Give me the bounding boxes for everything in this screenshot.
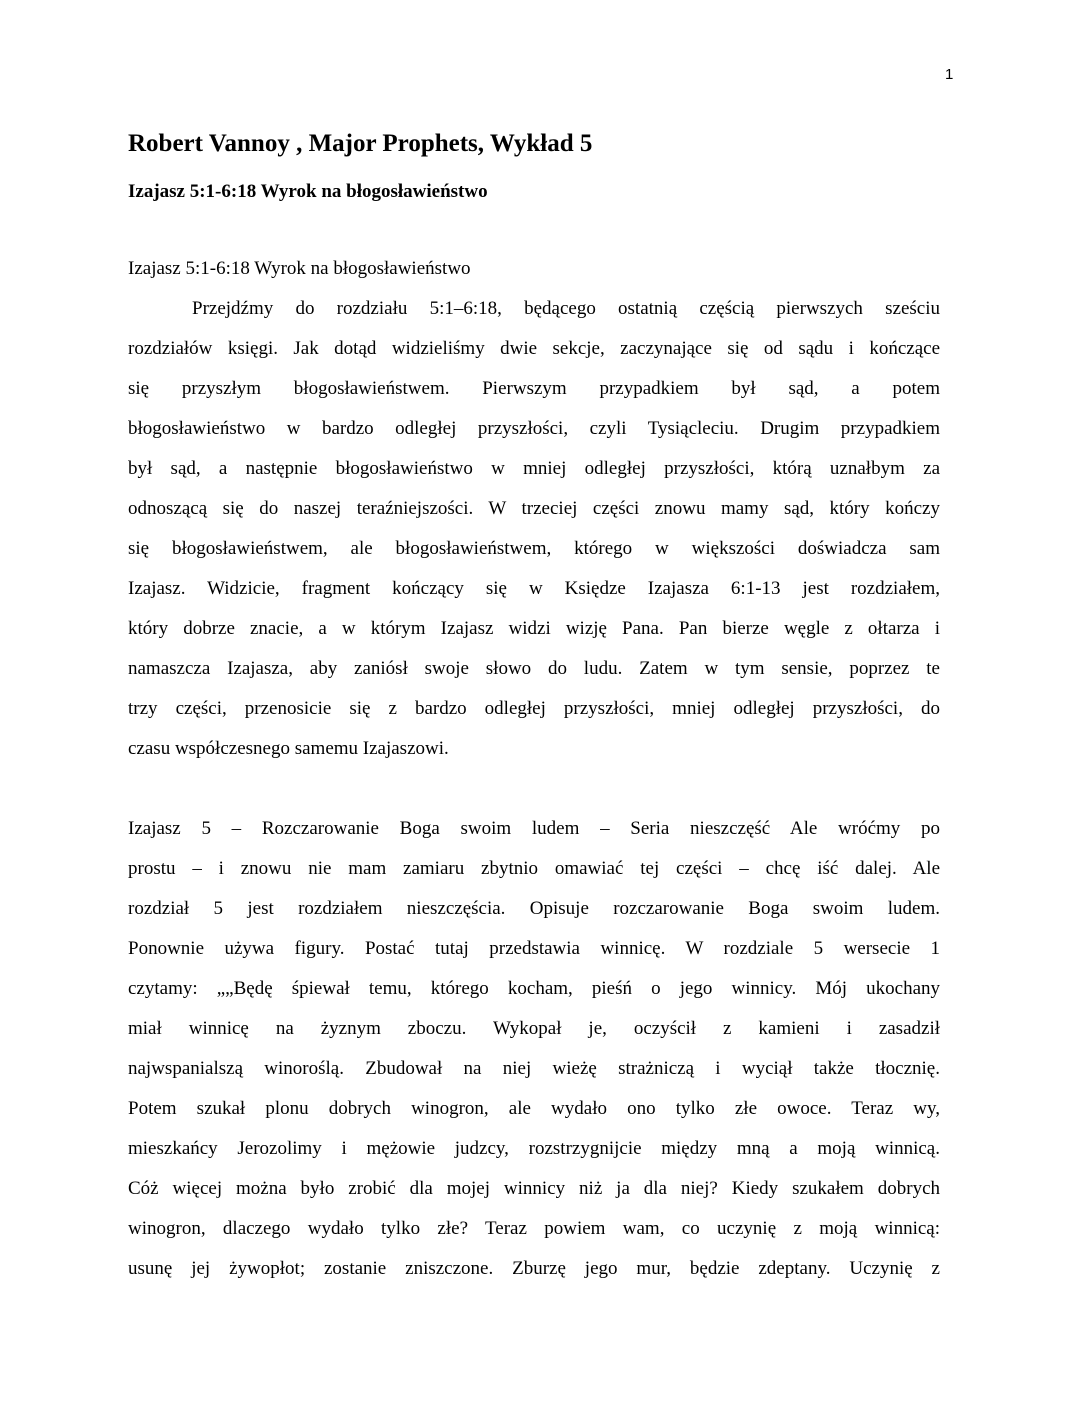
paragraph-line: Izajasz. Widzicie, fragment kończący się w Księdze Izajasza 6:1-13 jest rozdziałem, bbox=[128, 578, 940, 599]
section-2 bbox=[128, 818, 940, 1298]
paragraph-line: odnoszącą się do naszej teraźniejszości. W trzeciej części znowu mamy sąd, który kończy bbox=[128, 498, 940, 519]
paragraph-line: czytamy: „„Będę śpiewał temu, którego kocham, pieśń o jego winnicy. Mój ukochany bbox=[128, 978, 940, 999]
section-heading: Izajasz 5:1-6:18 Wyrok na błogosławieństwo bbox=[128, 258, 471, 279]
paragraph-line: najwspanialszą winoroślą. Zbudował na niej wieżę strażniczą i wyciął także tłocznię. bbox=[128, 1058, 940, 1079]
paragraph-line: był sąd, a następnie błogosławieństwo w mniej odległej przyszłości, którą uznałbym za bbox=[128, 458, 940, 479]
paragraph-line: mieszkańcy Jerozolimy i mężowie judzcy, rozstrzygnijcie między mną a moją winnicą. bbox=[128, 1138, 940, 1159]
paragraph-line: usunę jej żywopłot; zostanie zniszczone. Zburzę jego mur, będzie zdeptany. Uczynię z bbox=[128, 1258, 940, 1279]
paragraph-line: czasu współczesnego samemu Izajaszowi. bbox=[128, 738, 449, 759]
paragraph-line: Cóż więcej można było zrobić dla mojej winnicy niż ja dla niej? Kiedy szukałem dobrych bbox=[128, 1178, 940, 1199]
paragraph-line: winogron, dlaczego wydało tylko złe? Teraz powiem wam, co uczynię z moją winnicą: bbox=[128, 1218, 940, 1239]
paragraph-line: się przyszłym błogosławieństwem. Pierwszym przypadkiem był sąd, a potem bbox=[128, 378, 940, 399]
paragraph-line: Potem szukał plonu dobrych winogron, ale wydało ono tylko złe owoce. Teraz wy, bbox=[128, 1098, 940, 1119]
page-number: 1 bbox=[945, 66, 954, 83]
document-subtitle: Izajasz 5:1-6:18 Wyrok na błogosławieństwo bbox=[128, 181, 488, 202]
paragraph-line: rozdział 5 jest rozdziałem nieszczęścia. Opisuje rozczarowanie Boga swoim ludem. bbox=[128, 898, 940, 919]
paragraph-line: rozdziałów księgi. Jak dotąd widzieliśmy dwie sekcje, zaczynające się od sądu i kończące bbox=[128, 338, 940, 359]
paragraph-line: Izajasz 5 – Rozczarowanie Boga swoim ludem – Seria nieszczęść Ale wróćmy po bbox=[128, 818, 940, 839]
paragraph-line: trzy części, przenosicie się z bardzo odległej przyszłości, mniej odległej przyszłości, do bbox=[128, 698, 940, 719]
paragraph-line: Przejdźmy do rozdziału 5:1–6:18, będącego ostatnią częścią pierwszych sześciu bbox=[192, 298, 940, 319]
document-title: Robert Vannoy , Major Prophets, Wykład 5 bbox=[128, 130, 593, 157]
paragraph-line: błogosławieństwo w bardzo odległej przyszłości, czyli Tysiącleciu. Drugim przypadkiem bbox=[128, 418, 940, 439]
paragraph-line: który dobrze znacie, a w którym Izajasz widzi wizję Pana. Pan bierze węgle z ołtarza i bbox=[128, 618, 940, 639]
paragraph-line: się błogosławieństwem, ale błogosławieństwem, którego w większości doświadcza sam bbox=[128, 538, 940, 559]
paragraph-line: prostu – i znowu nie mam zamiaru zbytnio omawiać tej części – chcę iść dalej. Ale bbox=[128, 858, 940, 879]
paragraph-line: miał winnicę na żyznym zboczu. Wykopał je, oczyścił z kamieni i zasadził bbox=[128, 1018, 940, 1039]
paragraph-line: namaszcza Izajasza, aby zaniósł swoje słowo do ludu. Zatem w tym sensie, poprzez te bbox=[128, 658, 940, 679]
paragraph-line: Ponownie używa figury. Postać tutaj przedstawia winnicę. W rozdziale 5 wersecie 1 bbox=[128, 938, 940, 959]
section-1 bbox=[128, 258, 940, 778]
